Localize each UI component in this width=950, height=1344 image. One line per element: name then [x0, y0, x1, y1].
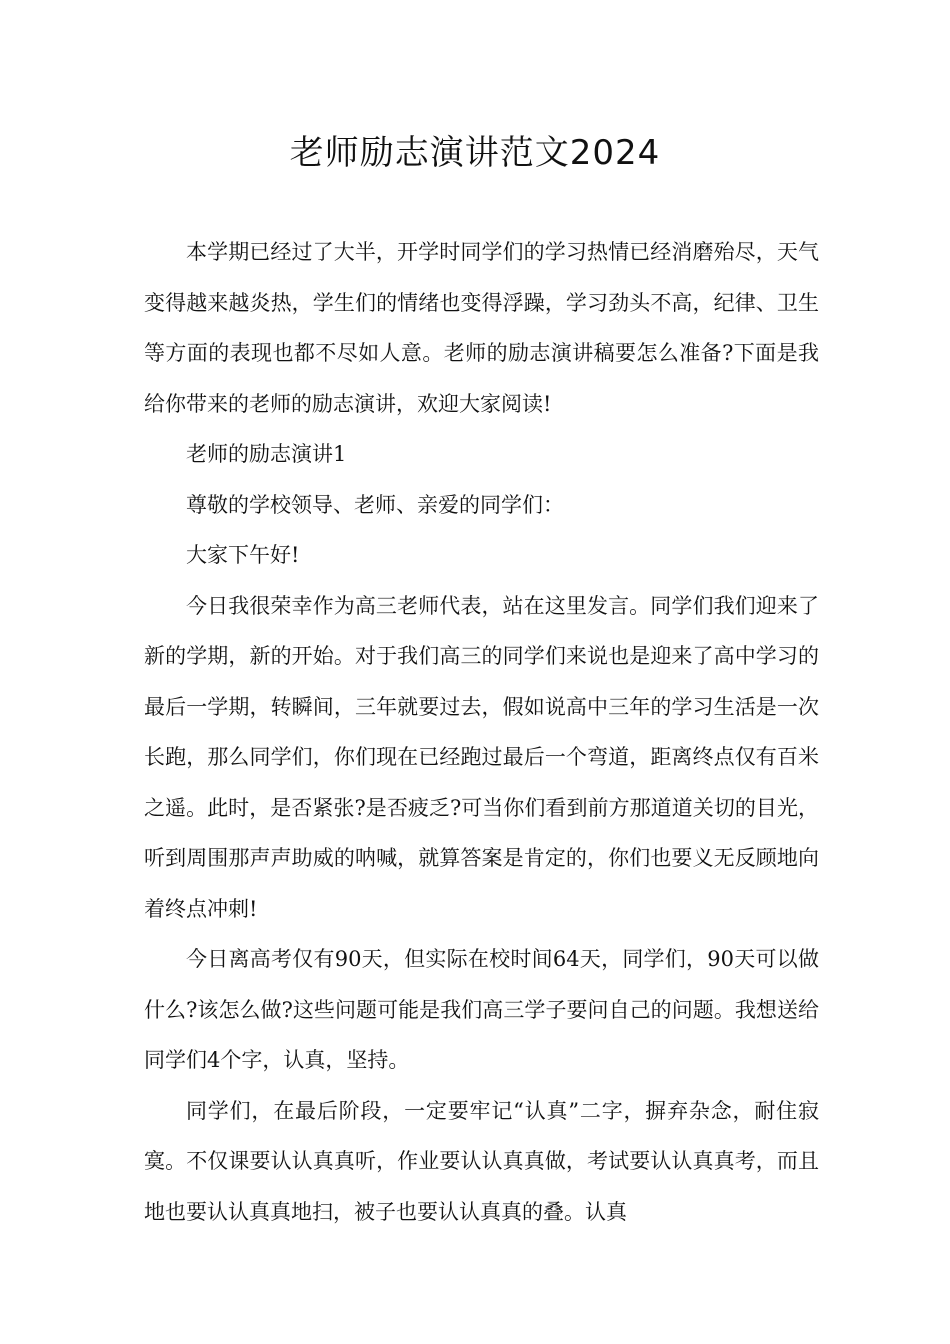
- greeting: 大家下午好!: [186, 543, 300, 567]
- body-paragraph: 今日我很荣幸作为高三老师代表，站在这里发言。同学们我们迎来了新的学期，新的开始。对于我们高三的同学们来说也是迎来了高中学习的最后一学期，转瞬间，三年就要过去，假如说高中三年的学习生活是一次长跑，那么同学们，你们现在已经跑过最后一个弯道，距离终点仅有百米之遥。此时，是否紧张?是否疲乏?可当你们看到前方那道道关切的目光，听到周围那声声助威的呐喊，就算答案是肯定的，你们也要义无反顾地向着终点冲刺!: [144, 593, 819, 921]
- speech-heading: 老师的励志演讲1: [186, 442, 347, 466]
- intro-paragraph: 本学期已经过了大半，开学时同学们的学习热情已经消磨殆尽，天气变得越来越炎热，学生们的情绪也变得浮躁，学习劲头不高，纪律、卫生等方面的表现也都不尽如人意。老师的励志演讲稿要怎么准备?下面是我给你带来的老师的励志演讲，欢迎大家阅读!: [144, 240, 819, 416]
- body-paragraph: 今日离高考仅有90天，但实际在校时间64天，同学们，90天可以做什么?该怎么做?这些问题可能是我们高三学子要问自己的问题。我想送给同学们4个字，认真，坚持。: [144, 947, 819, 1072]
- body-paragraph: 同学们，在最后阶段，一定要牢记“认真”二字，摒弃杂念，耐住寂寞。不仅课要认认真真听，作业要认认真真做，考试要认认真真考，而且地也要认认真真地扫，被子也要认认真真的叠。认真: [144, 1098, 819, 1224]
- salutation: 尊敬的学校领导、老师、亲爱的同学们：: [186, 492, 564, 517]
- document-title: 老师励志演讲范文2024: [289, 133, 661, 173]
- document-body: [144, 227, 819, 1237]
